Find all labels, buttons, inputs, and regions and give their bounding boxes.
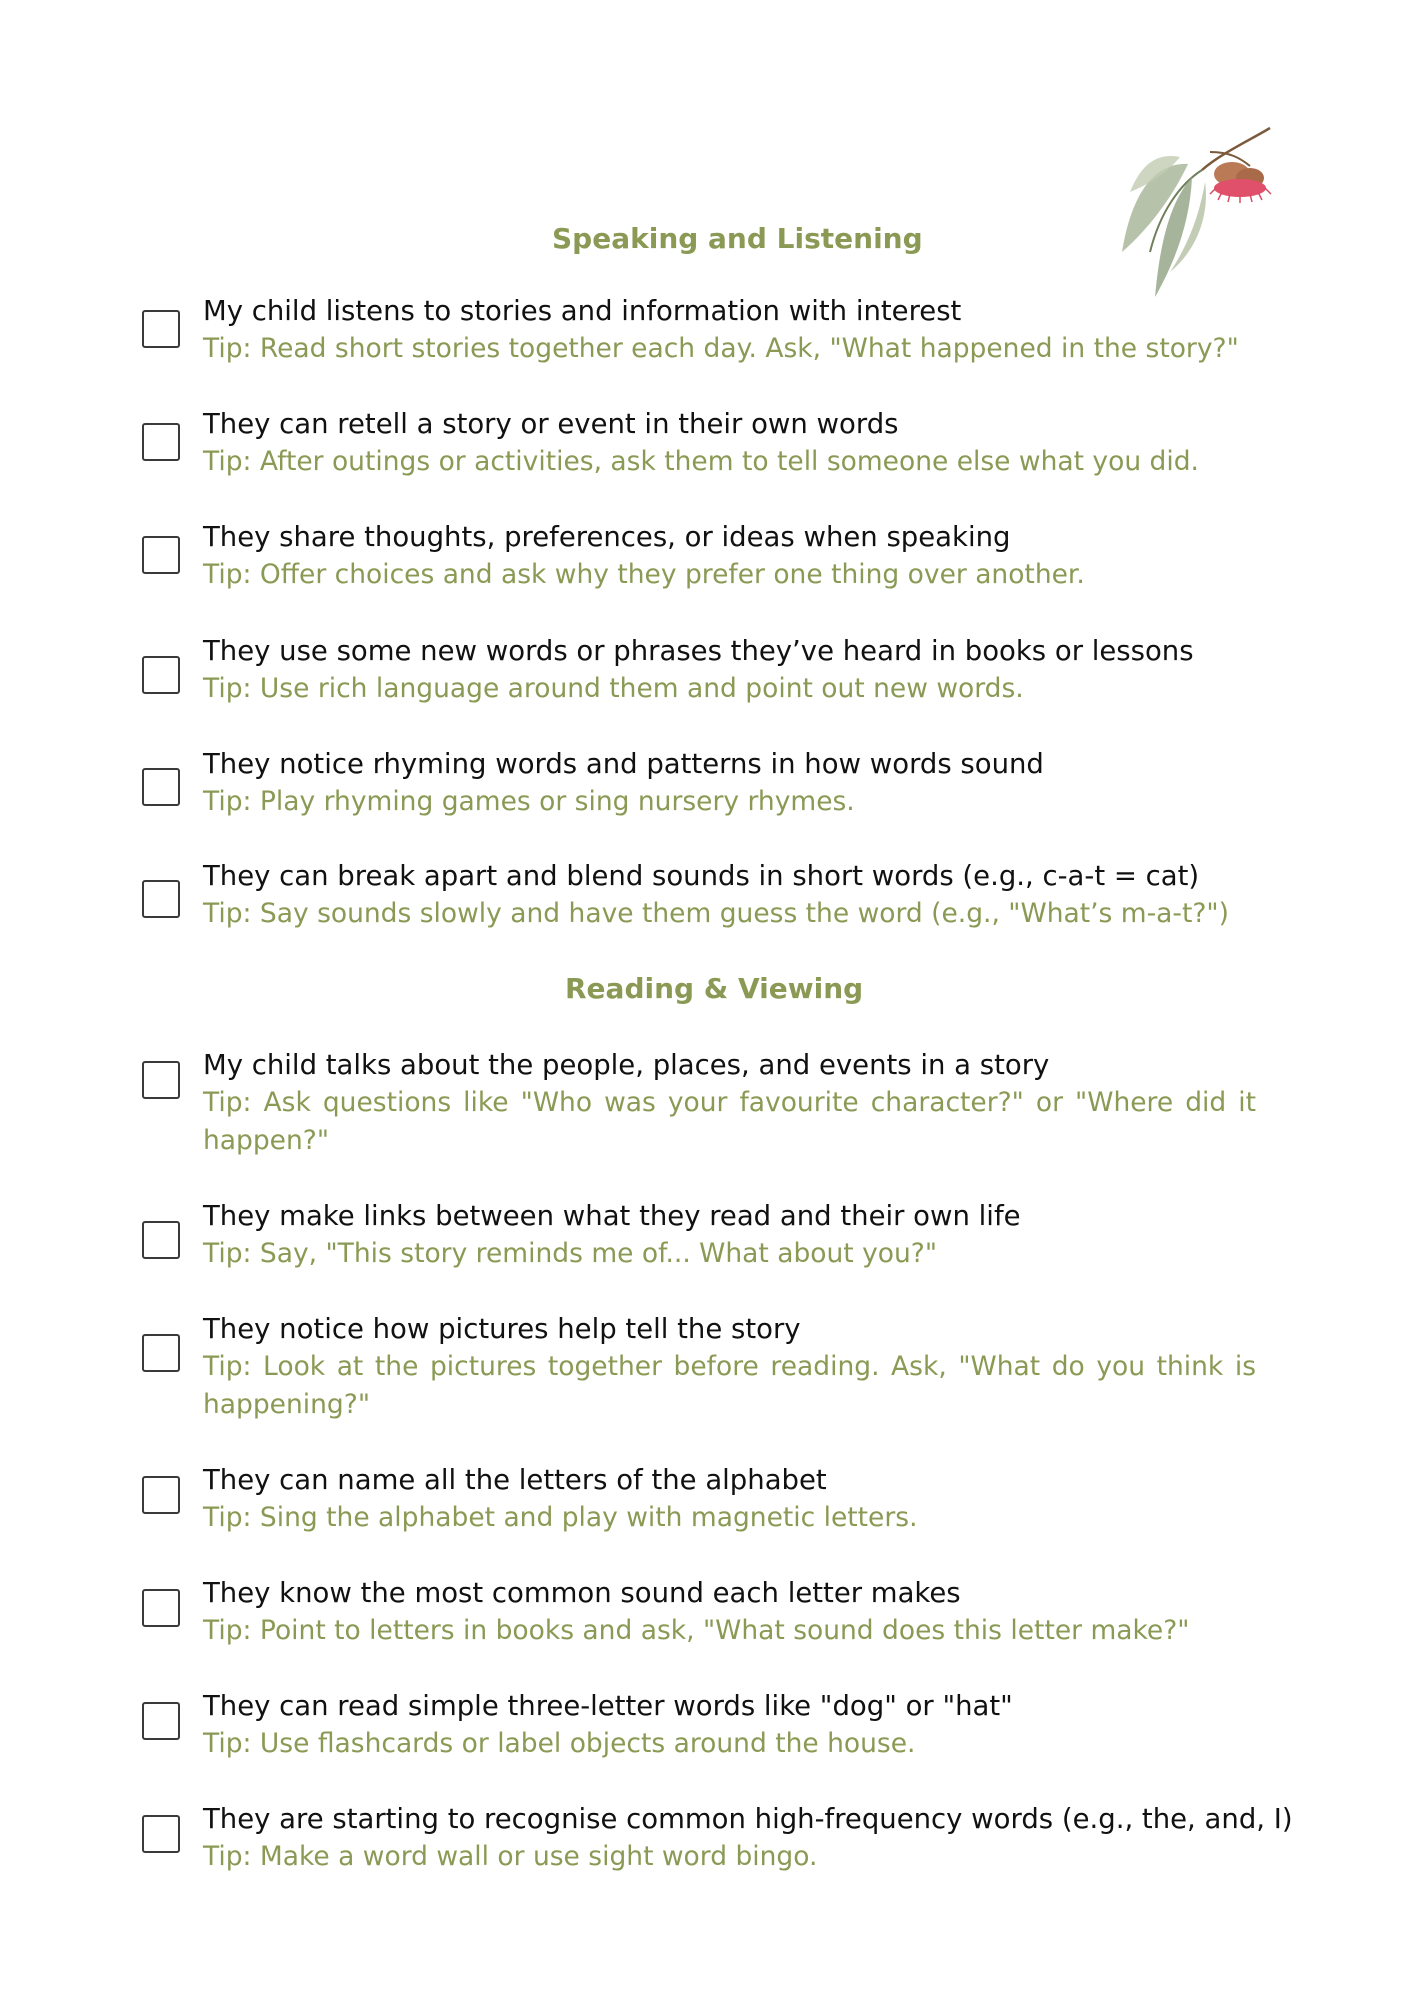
checkbox[interactable] (142, 423, 180, 461)
checkbox[interactable] (142, 1815, 180, 1853)
checkbox[interactable] (142, 1476, 180, 1514)
item-text: They notice rhyming words and patterns in how words sound (203, 748, 1044, 780)
item-text: They can break apart and blend sounds in short words (e.g., c-a-t = cat) (203, 860, 1200, 892)
item-tip: Tip: Point to letters in books and ask, "What sound does this letter make?" (203, 1615, 1190, 1646)
item-tip: Tip: Ask questions like "Who was your favourite character?" or "Where did it happen?" (203, 1087, 1256, 1156)
item-tip: Tip: Say, "This story reminds me of... What about you?" (203, 1238, 938, 1269)
checkbox[interactable] (142, 656, 180, 694)
item-text: They use some new words or phrases they’ve heard in books or lessons (203, 635, 1194, 667)
item-text: They make links between what they read and their own life (203, 1200, 1021, 1232)
item-tip: Tip: Offer choices and ask why they prefer one thing over another. (203, 559, 1085, 590)
item-text: My child talks about the people, places, and events in a story (203, 1049, 1050, 1081)
checkbox[interactable] (142, 1589, 180, 1627)
item-tip: Tip: Look at the pictures together before reading. Ask, "What do you think is happening?" (203, 1351, 1256, 1420)
item-text: They notice how pictures help tell the story (203, 1313, 801, 1345)
item-tip: Tip: Use flashcards or label objects around the house. (203, 1728, 916, 1759)
item-tip: Tip: After outings or activities, ask them to tell someone else what you did. (203, 446, 1199, 477)
checkbox[interactable] (142, 1061, 180, 1099)
item-text: They can name all the letters of the alphabet (203, 1464, 827, 1496)
item-tip: Tip: Play rhyming games or sing nursery rhymes. (203, 786, 855, 817)
eucalyptus-leaves-icon (1110, 122, 1280, 302)
section-title-speaking-listening: Speaking and Listening (552, 222, 923, 255)
item-text: They share thoughts, preferences, or ideas when speaking (203, 521, 1011, 553)
checkbox[interactable] (142, 880, 180, 918)
checkbox[interactable] (142, 536, 180, 574)
item-text: They know the most common sound each letter makes (203, 1577, 961, 1609)
item-tip: Tip: Make a word wall or use sight word bingo. (203, 1841, 818, 1872)
item-text: They can retell a story or event in their own words (203, 408, 899, 440)
checkbox[interactable] (142, 1221, 180, 1259)
item-tip: Tip: Say sounds slowly and have them guess the word (e.g., "What’s m-a-t?") (203, 898, 1229, 929)
section-title-reading-viewing: Reading & Viewing (565, 972, 864, 1005)
item-tip: Tip: Sing the alphabet and play with magnetic letters. (203, 1502, 918, 1533)
item-tip: Tip: Use rich language around them and point out new words. (203, 673, 1024, 704)
checkbox[interactable] (142, 1702, 180, 1740)
checkbox[interactable] (142, 310, 180, 348)
item-text: My child listens to stories and information with interest (203, 295, 962, 327)
item-text: They are starting to recognise common high-frequency words (e.g., the, and, I) (203, 1803, 1293, 1835)
item-text: They can read simple three-letter words like "dog" or "hat" (203, 1690, 1013, 1722)
checkbox[interactable] (142, 768, 180, 806)
item-tip: Tip: Read short stories together each day. Ask, "What happened in the story?" (203, 333, 1239, 364)
checkbox[interactable] (142, 1334, 180, 1372)
